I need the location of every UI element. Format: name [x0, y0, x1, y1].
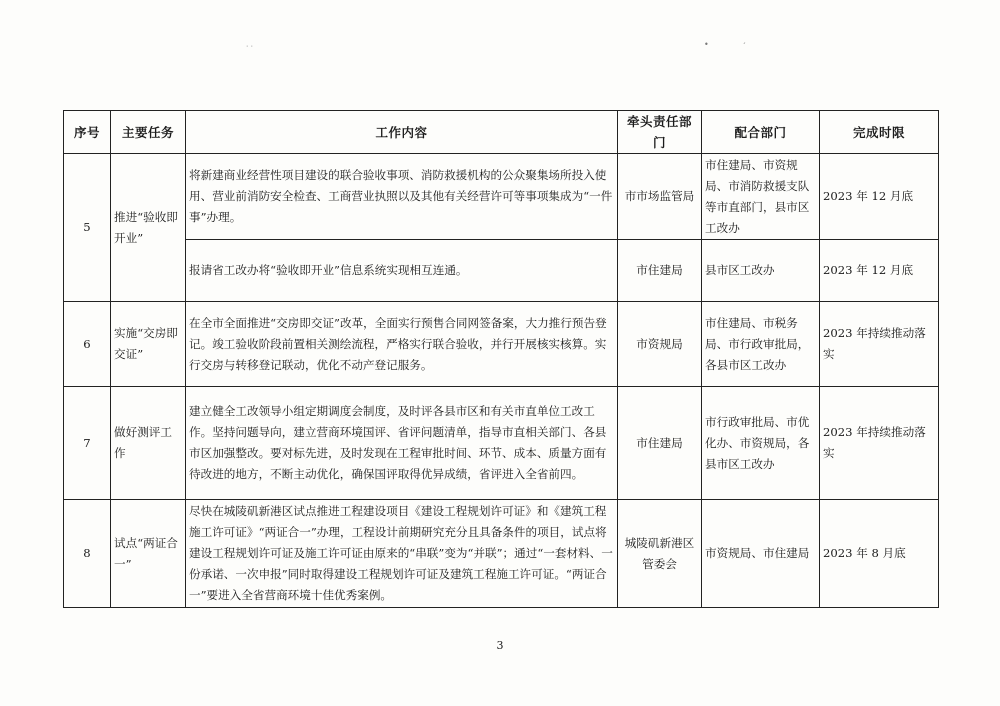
row-lead: 市资规局 [618, 302, 702, 387]
header-content: 工作内容 [186, 111, 618, 154]
row-coop: 市住建局、市税务局、市行政审批局，各县市区工改办 [702, 302, 820, 387]
row-task: 推进“验收即开业” [111, 154, 186, 302]
row-lead: 市住建局 [618, 387, 702, 500]
scan-speck: ᐧ ᐧ [246, 42, 253, 51]
table-row [64, 387, 939, 500]
header-deadline: 完成时限 [820, 111, 939, 154]
table-row [64, 302, 939, 387]
row-deadline: 2023 年 12 月底 [820, 154, 939, 240]
header-seq: 序号 [64, 111, 111, 154]
row-content: 建立健全工改领导小组定期调度会制度，及时评各县市区和有关市直单位工改工作。坚持问题导向，建立营商环境国评、省评问题清单，指导市直相关部门、各县市区加强整改。要对标先进，及时发现在工程审批时间、环节、成本、质量方面有待改进的地方，不断主动优化，确保国评取得优异成绩，省评进入全省前四。 [186, 387, 618, 500]
row-lead: 市住建局 [618, 240, 702, 302]
page-number: 3 [496, 639, 504, 652]
table-row [64, 154, 939, 240]
row-task: 实施“交房即交证” [111, 302, 186, 387]
row-task: 试点“两证合一” [111, 500, 186, 608]
row-lead: 城陵矶新港区管委会 [618, 500, 702, 608]
row-seq: 8 [64, 500, 111, 608]
row-content: 在全市全面推进“交房即交证”改革，全面实行预售合同网签备案，大力推行预告登记。竣工验收阶段前置相关测绘流程，严格实行联合验收，并行开展核实核算。实行交房与转移登记联动，优化不动产登记服务。 [186, 302, 618, 387]
row-coop: 市住建局、市资规局、市消防救援支队等市直部门，县市区工改办 [702, 154, 820, 240]
row-seq: 5 [64, 154, 111, 302]
table-row [64, 240, 939, 302]
header-task: 主要任务 [111, 111, 186, 154]
task-table [63, 110, 939, 608]
header-coop: 配合部门 [702, 111, 820, 154]
row-seq: 7 [64, 387, 111, 500]
row-content: 尽快在城陵矶新港区试点推进工程建设项目《建设工程规划许可证》和《建筑工程施工许可证》“两证合一”办理，工程设计前期研究充分且具备条件的项目，试点将建设工程规划许可证及施工许可证由原来的“串联”变为“并联”；通过“一套材料、一份承诺、一次申报”同时取得建设工程规划许可证及建筑工程施工许可证。“两证合一”要进入全省营商环境十佳优秀案例。 [186, 500, 618, 608]
row-deadline: 2023 年持续推动落实 [820, 387, 939, 500]
header-lead: 牵头责任部门 [618, 111, 702, 154]
row-content: 报请省工改办将“验收即开业”信息系统实现相互连通。 [186, 240, 618, 302]
row-task: 做好测评工作 [111, 387, 186, 500]
row-seq: 6 [64, 302, 111, 387]
row-coop: 县市区工改办 [702, 240, 820, 302]
row-coop: 市资规局、市住建局 [702, 500, 820, 608]
table-row [64, 500, 939, 608]
scan-speck: ˊ [742, 42, 746, 51]
scan-speck: • [704, 40, 709, 49]
row-lead: 市市场监管局 [618, 154, 702, 240]
row-deadline: 2023 年持续推动落实 [820, 302, 939, 387]
row-deadline: 2023 年 12 月底 [820, 240, 939, 302]
row-content: 将新建商业经营性项目建设的联合验收事项、消防救援机构的公众聚集场所投入使用、营业前消防安全检查、工商营业执照以及其他有关经营许可等事项集成为“一件事”办理。 [186, 154, 618, 240]
row-deadline: 2023 年 8 月底 [820, 500, 939, 608]
row-coop: 市行政审批局、市优化办、市资规局，各县市区工改办 [702, 387, 820, 500]
table-header-row [64, 111, 939, 154]
